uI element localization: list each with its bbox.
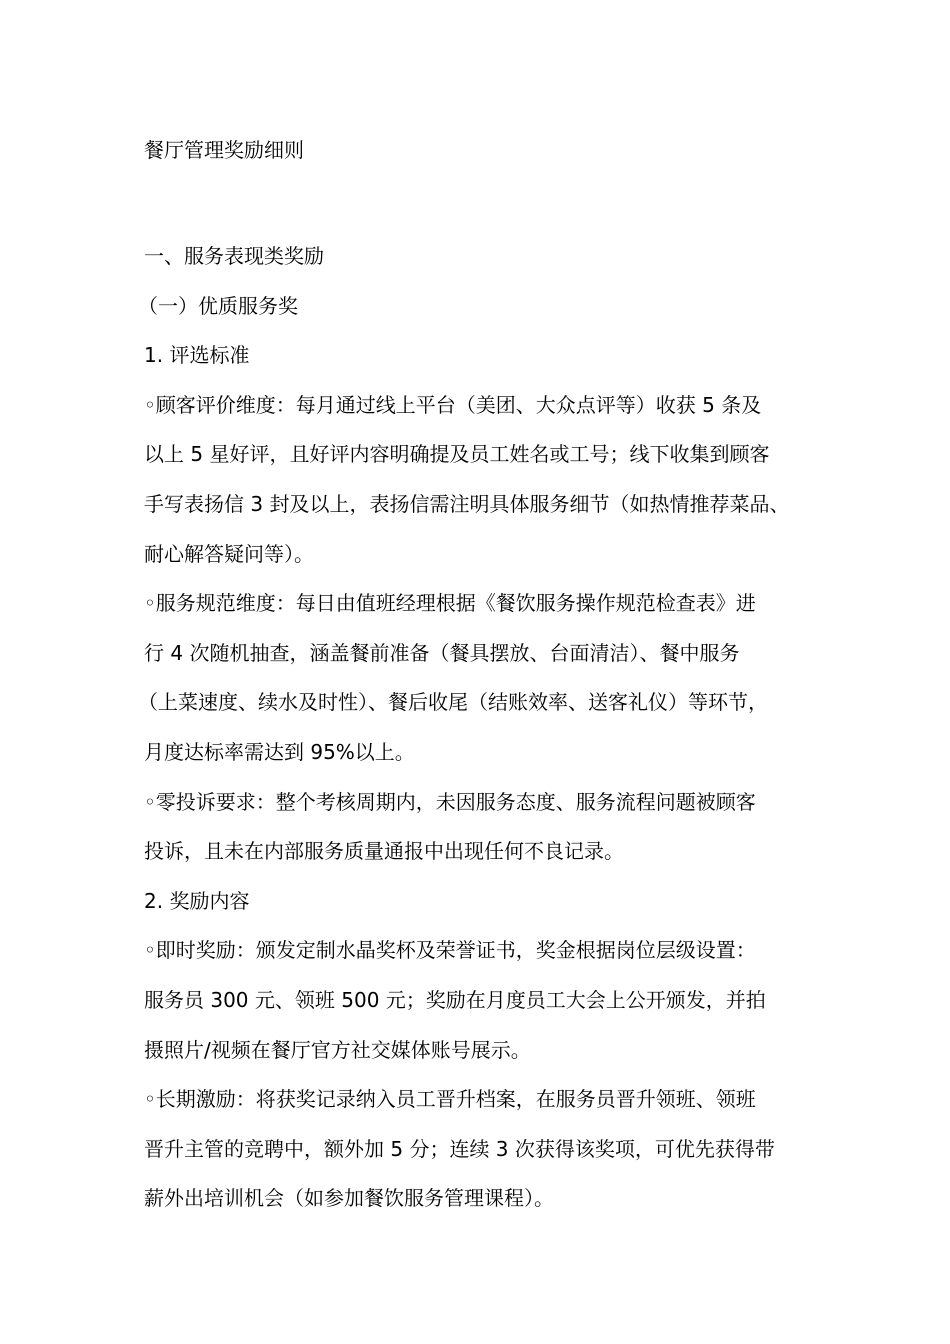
- paragraph-line: （上菜速度、续水及时性）、餐后收尾（结账效率、送客礼仪）等环节，: [138, 690, 768, 715]
- paragraph-line: ◦即时奖励：颁发定制水晶奖杯及荣誉证书，奖金根据岗位层级设置：: [144, 938, 756, 963]
- item-heading-criteria: 1. 评选标准: [144, 343, 250, 368]
- paragraph-line: 服务员 300 元、领班 500 元；奖励在月度员工大会上公开颁发，并拍: [144, 987, 766, 1012]
- paragraph-line: 行 4 次随机抽查，涵盖餐前准备（餐具摆放、台面清洁）、餐中服务: [144, 640, 740, 665]
- subsection-heading: （一）优质服务奖: [138, 293, 298, 318]
- paragraph-line: 摄照片/视频在餐厅官方社交媒体账号展示。: [144, 1037, 531, 1062]
- paragraph-line: 投诉，且未在内部服务质量通报中出现任何不良记录。: [144, 839, 624, 864]
- paragraph-line: 月度达标率需达到 95%以上。: [144, 739, 415, 764]
- reward-longterm-paragraph: [144, 1075, 824, 1224]
- paragraph-line: 以上 5 星好评，且好评内容明确提及员工姓名或工号；线下收集到顾客: [144, 442, 770, 467]
- section-heading: 一、服务表现类奖励: [144, 244, 324, 268]
- paragraph-line: 薪外出培训机会（如参加餐饮服务管理课程）。: [144, 1186, 554, 1211]
- criteria-service-paragraph: [138, 579, 824, 777]
- item-heading-reward: 2. 奖励内容: [144, 888, 250, 913]
- paragraph-line: ◦服务规范维度：每日由值班经理根据《餐饮服务操作规范检查表》进: [144, 591, 756, 616]
- paragraph-line: 晋升主管的竞聘中，额外加 5 分；连续 3 次获得该奖项，可优先获得带: [144, 1136, 775, 1161]
- criteria-complaint-paragraph: [144, 778, 824, 877]
- criteria-customer-paragraph: [144, 381, 824, 579]
- document-title: 餐厅管理奖励细则: [144, 138, 304, 162]
- document-body: [138, 232, 824, 1224]
- paragraph-line: ◦长期激励：将获奖记录纳入员工晋升档案，在服务员晋升领班、领班: [144, 1087, 756, 1112]
- paragraph-line: ◦顾客评价维度：每月通过线上平台（美团、大众点评等）收获 5 条及: [144, 392, 762, 417]
- reward-immediate-paragraph: [144, 926, 824, 1075]
- paragraph-line: 耐心解答疑问等）。: [144, 541, 314, 566]
- paragraph-line: 手写表扬信 3 封及以上，表扬信需注明具体服务细节（如热情推荐菜品、: [144, 491, 790, 516]
- paragraph-line: ◦零投诉要求：整个考核周期内，未因服务态度、服务流程问题被顾客: [144, 789, 756, 814]
